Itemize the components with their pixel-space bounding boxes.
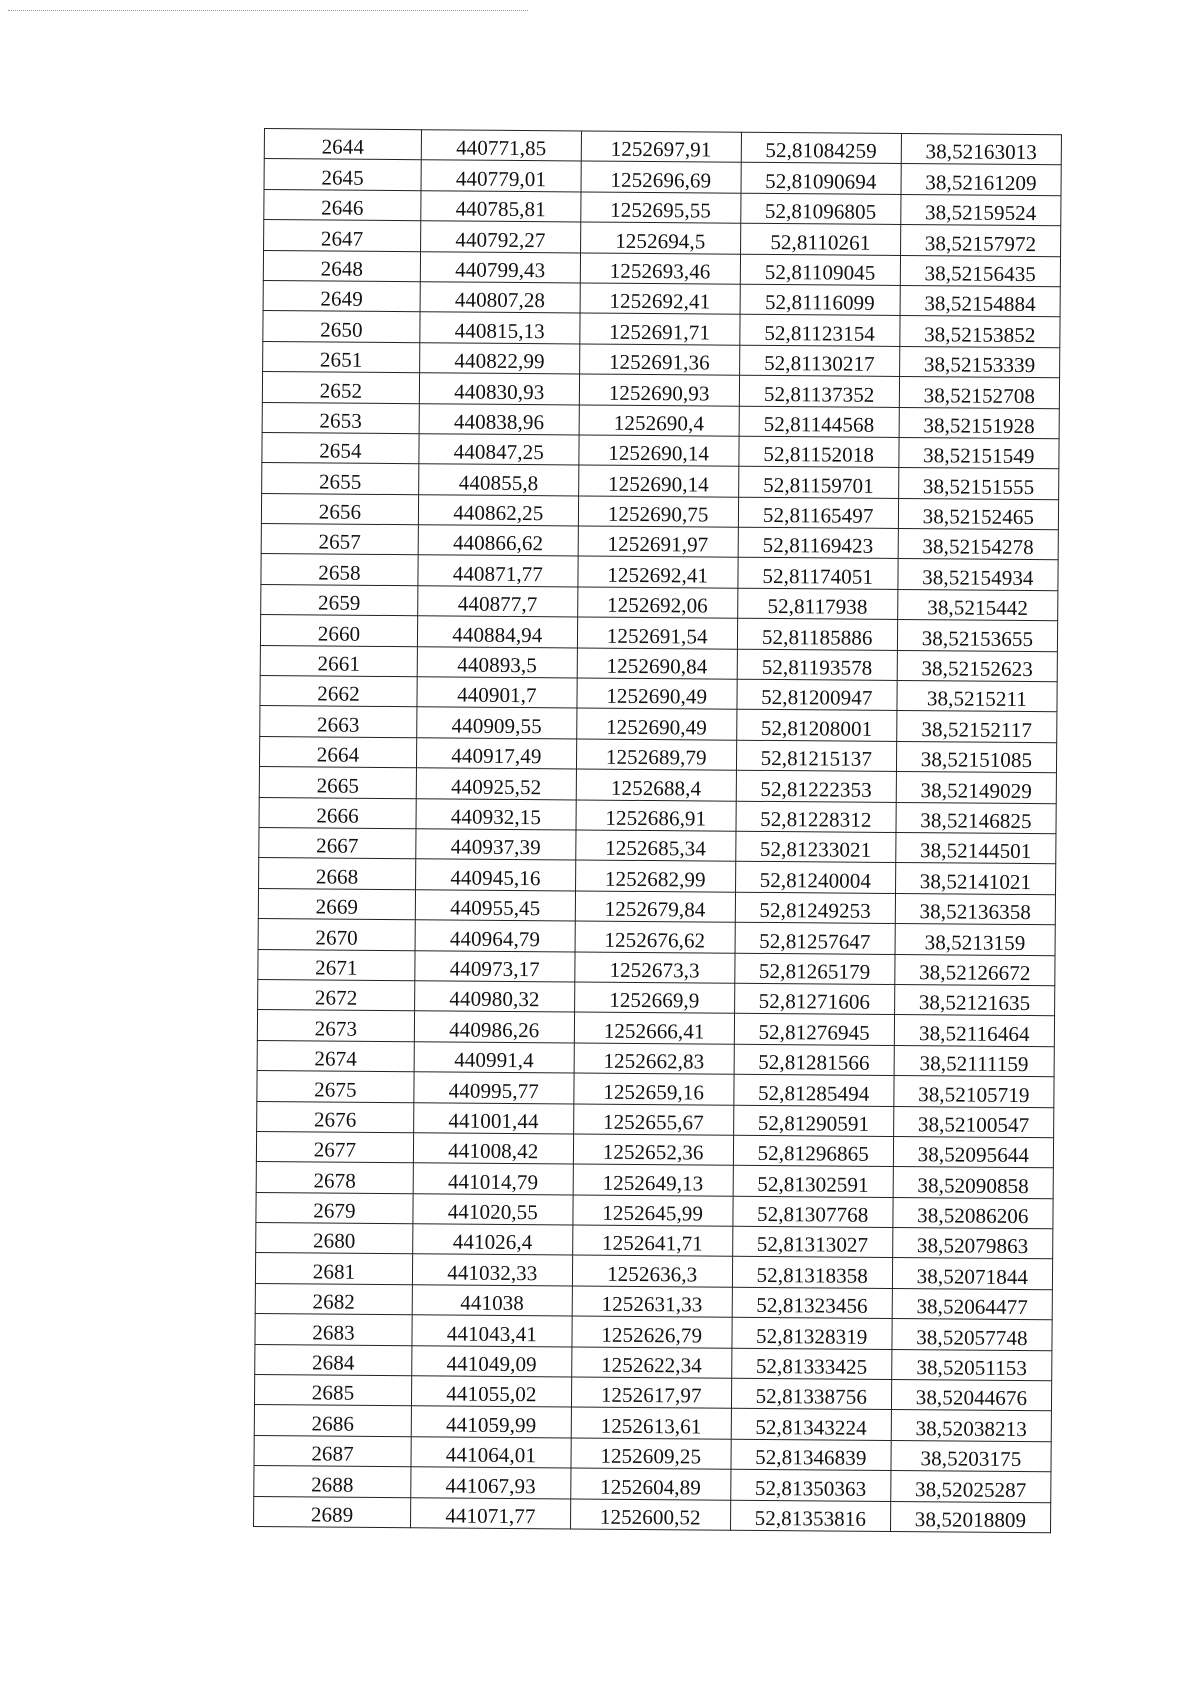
longitude-cell: 38,52136358 <box>895 893 1055 925</box>
point-number-cell: 2662 <box>260 676 417 708</box>
y-coordinate-cell: 1252692,41 <box>578 556 738 588</box>
y-coordinate-cell: 1252600,52 <box>570 1499 730 1531</box>
y-coordinate-cell: 1252694,5 <box>580 222 740 254</box>
latitude-cell: 52,81296865 <box>733 1135 893 1167</box>
longitude-cell: 38,52144501 <box>896 832 1056 864</box>
longitude-cell: 38,52152117 <box>897 711 1057 743</box>
latitude-cell: 52,81174051 <box>738 558 898 590</box>
latitude-cell: 52,81159701 <box>738 467 898 499</box>
y-coordinate-cell: 1252685,34 <box>575 830 735 862</box>
point-number-cell: 2657 <box>261 524 418 556</box>
x-coordinate-cell: 441032,33 <box>412 1254 572 1286</box>
y-coordinate-cell: 1252691,36 <box>579 344 739 376</box>
point-number-cell: 2663 <box>260 706 417 738</box>
latitude-cell: 52,81165497 <box>738 497 898 529</box>
y-coordinate-cell: 1252659,16 <box>574 1073 734 1105</box>
latitude-cell: 52,81271606 <box>734 983 894 1015</box>
latitude-cell: 52,81285494 <box>734 1074 894 1106</box>
x-coordinate-cell: 441067,93 <box>411 1467 571 1499</box>
latitude-cell: 52,81313027 <box>732 1226 892 1258</box>
longitude-cell: 38,52151555 <box>898 468 1058 500</box>
longitude-cell: 38,52051153 <box>892 1349 1052 1381</box>
x-coordinate-cell: 440884,94 <box>417 616 577 648</box>
y-coordinate-cell: 1252690,49 <box>577 678 737 710</box>
x-coordinate-cell: 441001,44 <box>414 1102 574 1134</box>
y-coordinate-cell: 1252649,13 <box>573 1164 733 1196</box>
x-coordinate-cell: 440909,55 <box>417 707 577 739</box>
coordinates-table-body <box>254 129 1062 1533</box>
point-number-cell: 2677 <box>256 1131 413 1163</box>
longitude-cell: 38,52153339 <box>899 346 1059 378</box>
x-coordinate-cell: 440893,5 <box>417 646 577 678</box>
point-number-cell: 2687 <box>254 1435 411 1467</box>
y-coordinate-cell: 1252689,79 <box>576 739 736 771</box>
x-coordinate-cell: 441014,79 <box>413 1163 573 1195</box>
longitude-cell: 38,52086206 <box>893 1197 1053 1229</box>
y-coordinate-cell: 1252686,91 <box>576 800 736 832</box>
point-number-cell: 2686 <box>254 1405 411 1437</box>
longitude-cell: 38,52153655 <box>897 620 1057 652</box>
point-number-cell: 2644 <box>264 129 421 161</box>
x-coordinate-cell: 440822,99 <box>420 342 580 374</box>
point-number-cell: 2655 <box>262 463 419 495</box>
point-number-cell: 2658 <box>261 554 418 586</box>
y-coordinate-cell: 1252604,89 <box>570 1468 730 1500</box>
y-coordinate-cell: 1252691,97 <box>578 526 738 558</box>
y-coordinate-cell: 1252613,61 <box>571 1407 731 1439</box>
x-coordinate-cell: 440847,25 <box>419 434 579 466</box>
latitude-cell: 52,81144568 <box>739 406 899 438</box>
latitude-cell: 52,8117938 <box>737 588 897 620</box>
point-number-cell: 2647 <box>264 220 421 252</box>
point-number-cell: 2650 <box>263 311 420 343</box>
point-number-cell: 2678 <box>256 1162 413 1194</box>
latitude-cell: 52,81290591 <box>733 1105 893 1137</box>
latitude-cell: 52,81130217 <box>739 345 899 377</box>
table-row <box>254 1496 1051 1533</box>
longitude-cell: 38,52079863 <box>892 1228 1052 1260</box>
longitude-cell: 38,52154884 <box>900 285 1060 317</box>
x-coordinate-cell: 440807,28 <box>420 282 580 314</box>
y-coordinate-cell: 1252690,14 <box>579 435 739 467</box>
point-number-cell: 2671 <box>258 949 415 981</box>
point-number-cell: 2651 <box>263 341 420 373</box>
y-coordinate-cell: 1252669,9 <box>574 982 734 1014</box>
latitude-cell: 52,81249253 <box>735 892 895 924</box>
latitude-cell: 52,81084259 <box>741 132 901 164</box>
y-coordinate-cell: 1252692,41 <box>580 283 740 315</box>
y-coordinate-cell: 1252690,93 <box>579 374 739 406</box>
y-coordinate-cell: 1252693,46 <box>580 253 740 285</box>
latitude-cell: 52,81276945 <box>734 1014 894 1046</box>
longitude-cell: 38,52152708 <box>899 377 1059 409</box>
x-coordinate-cell: 440945,16 <box>415 859 575 891</box>
x-coordinate-cell: 441071,77 <box>410 1497 570 1529</box>
x-coordinate-cell: 440871,77 <box>418 555 578 587</box>
point-number-cell: 2670 <box>258 919 415 951</box>
y-coordinate-cell: 1252626,79 <box>572 1316 732 1348</box>
longitude-cell: 38,52126672 <box>895 954 1055 986</box>
y-coordinate-cell: 1252666,41 <box>574 1012 734 1044</box>
latitude-cell: 52,81208001 <box>736 710 896 742</box>
longitude-cell: 38,52044676 <box>891 1379 1051 1411</box>
point-number-cell: 2669 <box>258 888 415 920</box>
point-number-cell: 2674 <box>257 1040 414 1072</box>
longitude-cell: 38,52153852 <box>900 316 1060 348</box>
latitude-cell: 52,81353816 <box>730 1500 890 1532</box>
x-coordinate-cell: 440973,17 <box>415 950 575 982</box>
x-coordinate-cell: 440986,26 <box>414 1011 574 1043</box>
point-number-cell: 2648 <box>263 250 420 282</box>
point-number-cell: 2689 <box>254 1496 411 1528</box>
point-number-cell: 2661 <box>260 645 417 677</box>
longitude-cell: 38,52116464 <box>894 1015 1054 1047</box>
longitude-cell: 38,52163013 <box>901 134 1061 166</box>
latitude-cell: 52,81228312 <box>736 801 896 833</box>
x-coordinate-cell: 440771,85 <box>421 130 581 162</box>
y-coordinate-cell: 1252691,54 <box>577 617 737 649</box>
y-coordinate-cell: 1252696,69 <box>581 161 741 193</box>
longitude-cell: 38,52111159 <box>894 1045 1054 1077</box>
y-coordinate-cell: 1252662,83 <box>574 1043 734 1075</box>
longitude-cell: 38,52146825 <box>896 802 1056 834</box>
latitude-cell: 52,81333425 <box>731 1348 891 1380</box>
y-coordinate-cell: 1252690,75 <box>578 496 738 528</box>
point-number-cell: 2656 <box>261 493 418 525</box>
latitude-cell: 52,81193578 <box>737 649 897 681</box>
longitude-cell: 38,52064477 <box>892 1288 1052 1320</box>
x-coordinate-cell: 440937,39 <box>416 829 576 861</box>
point-number-cell: 2653 <box>262 402 419 434</box>
latitude-cell: 52,8110261 <box>740 223 900 255</box>
longitude-cell: 38,52152623 <box>897 650 1057 682</box>
y-coordinate-cell: 1252622,34 <box>571 1347 731 1379</box>
y-coordinate-cell: 1252691,71 <box>580 313 740 345</box>
longitude-cell: 38,52100547 <box>893 1106 1053 1138</box>
latitude-cell: 52,81346839 <box>731 1439 891 1471</box>
longitude-cell: 38,52159524 <box>901 194 1061 226</box>
y-coordinate-cell: 1252682,99 <box>575 860 735 892</box>
y-coordinate-cell: 1252631,33 <box>572 1286 732 1318</box>
y-coordinate-cell: 1252690,49 <box>576 708 736 740</box>
longitude-cell: 38,52038213 <box>891 1410 1051 1442</box>
x-coordinate-cell: 441043,41 <box>412 1315 572 1347</box>
y-coordinate-cell: 1252652,36 <box>573 1134 733 1166</box>
y-coordinate-cell: 1252676,62 <box>575 921 735 953</box>
y-coordinate-cell: 1252692,06 <box>577 587 737 619</box>
y-coordinate-cell: 1252609,25 <box>571 1438 731 1470</box>
point-number-cell: 2668 <box>259 858 416 890</box>
x-coordinate-cell: 441020,55 <box>413 1193 573 1225</box>
x-coordinate-cell: 440799,43 <box>420 251 580 283</box>
x-coordinate-cell: 441055,02 <box>411 1376 571 1408</box>
longitude-cell: 38,52156435 <box>900 255 1060 287</box>
latitude-cell: 52,81307768 <box>733 1196 893 1228</box>
latitude-cell: 52,81350363 <box>730 1469 890 1501</box>
latitude-cell: 52,81169423 <box>738 527 898 559</box>
point-number-cell: 2679 <box>256 1192 413 1224</box>
longitude-cell: 38,52154278 <box>898 529 1058 561</box>
latitude-cell: 52,81240004 <box>735 862 895 894</box>
x-coordinate-cell: 440877,7 <box>418 586 578 618</box>
latitude-cell: 52,81185886 <box>737 618 897 650</box>
point-number-cell: 2649 <box>263 280 420 312</box>
point-number-cell: 2646 <box>264 189 421 221</box>
point-number-cell: 2666 <box>259 797 416 829</box>
y-coordinate-cell: 1252690,14 <box>578 465 738 497</box>
point-number-cell: 2672 <box>258 979 415 1011</box>
y-coordinate-cell: 1252617,97 <box>571 1377 731 1409</box>
longitude-cell: 38,52018809 <box>890 1501 1050 1533</box>
latitude-cell: 52,81137352 <box>739 375 899 407</box>
point-number-cell: 2645 <box>264 159 421 191</box>
x-coordinate-cell: 441049,09 <box>412 1345 572 1377</box>
longitude-cell: 38,52025287 <box>891 1471 1051 1503</box>
point-number-cell: 2684 <box>255 1344 412 1376</box>
longitude-cell: 38,52121635 <box>894 984 1054 1016</box>
longitude-cell: 38,5213159 <box>895 924 1055 956</box>
longitude-cell: 38,52149029 <box>896 772 1056 804</box>
latitude-cell: 52,81222353 <box>736 770 896 802</box>
longitude-cell: 38,5215211 <box>897 681 1057 713</box>
latitude-cell: 52,81123154 <box>739 315 899 347</box>
longitude-cell: 38,52090858 <box>893 1167 1053 1199</box>
x-coordinate-cell: 440862,25 <box>418 494 578 526</box>
longitude-cell: 38,52161209 <box>901 164 1061 196</box>
x-coordinate-cell: 440995,77 <box>414 1072 574 1104</box>
y-coordinate-cell: 1252641,71 <box>572 1225 732 1257</box>
latitude-cell: 52,81265179 <box>734 953 894 985</box>
x-coordinate-cell: 440925,52 <box>416 768 576 800</box>
x-coordinate-cell: 440815,13 <box>420 312 580 344</box>
x-coordinate-cell: 440785,81 <box>421 191 581 223</box>
latitude-cell: 52,81200947 <box>737 679 897 711</box>
x-coordinate-cell: 441008,42 <box>413 1133 573 1165</box>
y-coordinate-cell: 1252688,4 <box>576 769 736 801</box>
longitude-cell: 38,52057748 <box>892 1319 1052 1351</box>
latitude-cell: 52,81338756 <box>731 1378 891 1410</box>
longitude-cell: 38,5215442 <box>897 589 1057 621</box>
longitude-cell: 38,52152465 <box>898 498 1058 530</box>
longitude-cell: 38,52095644 <box>893 1136 1053 1168</box>
coordinates-table <box>253 128 1062 1533</box>
point-number-cell: 2659 <box>261 584 418 616</box>
latitude-cell: 52,81096805 <box>740 193 900 225</box>
latitude-cell: 52,81302591 <box>733 1165 893 1197</box>
latitude-cell: 52,81152018 <box>739 436 899 468</box>
scan-artifact-line <box>8 10 528 11</box>
latitude-cell: 52,81233021 <box>735 831 895 863</box>
point-number-cell: 2682 <box>255 1283 412 1315</box>
y-coordinate-cell: 1252673,3 <box>575 952 735 984</box>
y-coordinate-cell: 1252645,99 <box>573 1195 733 1227</box>
longitude-cell: 38,5203175 <box>891 1440 1051 1472</box>
latitude-cell: 52,81343224 <box>731 1409 891 1441</box>
longitude-cell: 38,52105719 <box>894 1076 1054 1108</box>
y-coordinate-cell: 1252636,3 <box>572 1255 732 1287</box>
longitude-cell: 38,52157972 <box>900 225 1060 257</box>
latitude-cell: 52,81116099 <box>740 284 900 316</box>
point-number-cell: 2688 <box>254 1466 411 1498</box>
x-coordinate-cell: 440932,15 <box>416 798 576 830</box>
latitude-cell: 52,81318358 <box>732 1257 892 1289</box>
x-coordinate-cell: 440901,7 <box>417 677 577 709</box>
latitude-cell: 52,81281566 <box>734 1044 894 1076</box>
x-coordinate-cell: 440991,4 <box>414 1041 574 1073</box>
point-number-cell: 2665 <box>259 767 416 799</box>
y-coordinate-cell: 1252695,55 <box>581 192 741 224</box>
point-number-cell: 2685 <box>254 1374 411 1406</box>
point-number-cell: 2676 <box>257 1101 414 1133</box>
x-coordinate-cell: 440955,45 <box>415 889 575 921</box>
longitude-cell: 38,52151928 <box>899 407 1059 439</box>
y-coordinate-cell: 1252679,84 <box>575 891 735 923</box>
longitude-cell: 38,52141021 <box>895 863 1055 895</box>
x-coordinate-cell: 440838,96 <box>419 403 579 435</box>
point-number-cell: 2673 <box>257 1010 414 1042</box>
x-coordinate-cell: 441064,01 <box>411 1436 571 1468</box>
y-coordinate-cell: 1252697,91 <box>581 131 741 163</box>
longitude-cell: 38,52154934 <box>898 559 1058 591</box>
y-coordinate-cell: 1252655,67 <box>573 1103 733 1135</box>
point-number-cell: 2681 <box>255 1253 412 1285</box>
latitude-cell: 52,81257647 <box>735 922 895 954</box>
y-coordinate-cell: 1252690,84 <box>577 648 737 680</box>
longitude-cell: 38,52151549 <box>899 437 1059 469</box>
latitude-cell: 52,81090694 <box>741 163 901 195</box>
x-coordinate-cell: 440917,49 <box>416 738 576 770</box>
y-coordinate-cell: 1252690,4 <box>579 404 739 436</box>
x-coordinate-cell: 440980,32 <box>415 981 575 1013</box>
point-number-cell: 2660 <box>260 615 417 647</box>
x-coordinate-cell: 440792,27 <box>421 221 581 253</box>
x-coordinate-cell: 440779,01 <box>421 160 581 192</box>
point-number-cell: 2683 <box>255 1314 412 1346</box>
latitude-cell: 52,81328319 <box>732 1317 892 1349</box>
point-number-cell: 2667 <box>259 827 416 859</box>
point-number-cell: 2680 <box>256 1223 413 1255</box>
longitude-cell: 38,52151085 <box>896 741 1056 773</box>
x-coordinate-cell: 440964,79 <box>415 920 575 952</box>
point-number-cell: 2652 <box>262 372 419 404</box>
x-coordinate-cell: 441026,4 <box>413 1224 573 1256</box>
point-number-cell: 2654 <box>262 432 419 464</box>
latitude-cell: 52,81109045 <box>740 254 900 286</box>
latitude-cell: 52,81215137 <box>736 740 896 772</box>
x-coordinate-cell: 441059,99 <box>411 1406 571 1438</box>
latitude-cell: 52,81323456 <box>732 1287 892 1319</box>
x-coordinate-cell: 441038 <box>412 1285 572 1317</box>
x-coordinate-cell: 440866,62 <box>418 525 578 557</box>
longitude-cell: 38,52071844 <box>892 1258 1052 1290</box>
point-number-cell: 2664 <box>259 736 416 768</box>
x-coordinate-cell: 440855,8 <box>419 464 579 496</box>
point-number-cell: 2675 <box>257 1071 414 1103</box>
x-coordinate-cell: 440830,93 <box>419 373 579 405</box>
